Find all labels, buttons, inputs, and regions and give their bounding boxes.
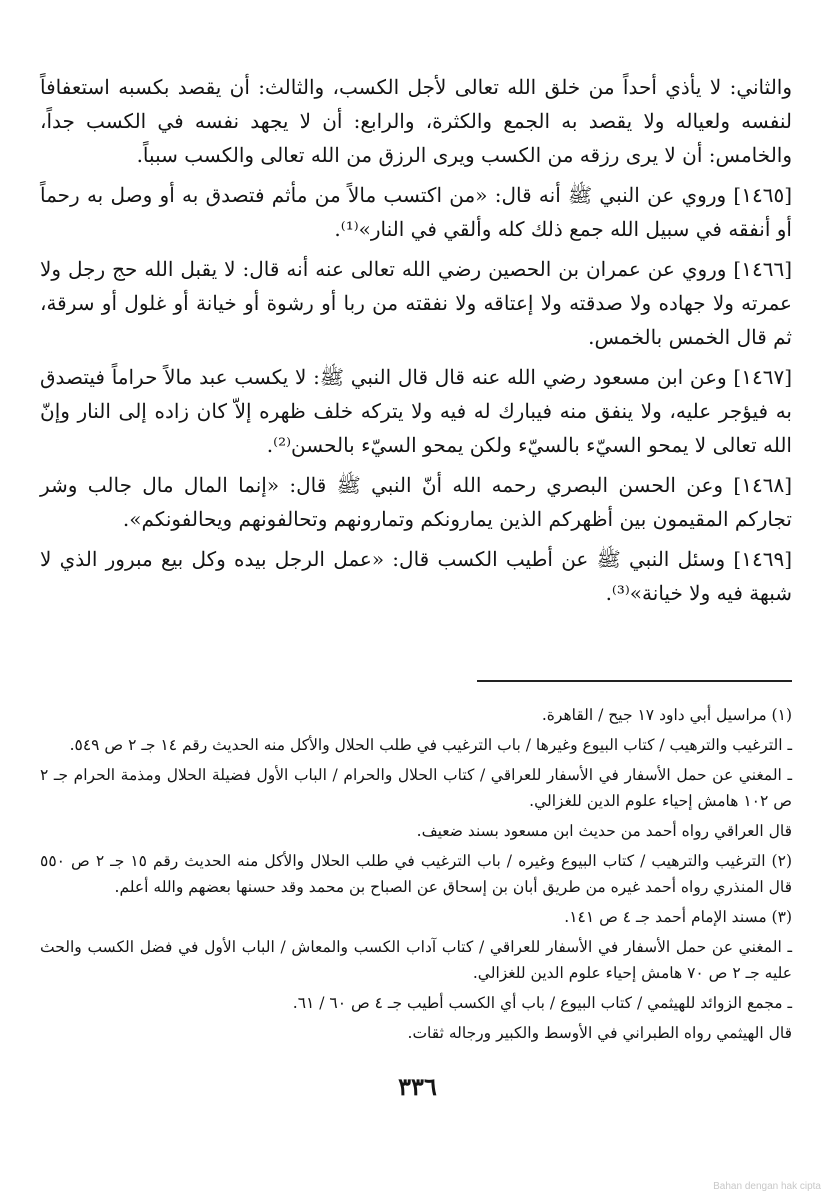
hadith-1467: [١٤٦٧] وعن ابن مسعود رضي الله عنه قال قال النبي ﷺ: لا يكسب عبد مالاً حراماً فيتصدق به فيؤجر عليه، ولا ينفق منه فيبارك له فيه ولا يتركه خلف ظهره إلاّ كان زاده إلى النار وإنّ الله تعالى لا يمحو السيّء بالسيّء ولكن يمحو السيّء بالحسن⁽²⁾. xyxy=(40,365,792,457)
footnote-1-ref-b: ـ المغني عن حمل الأسفار في الأسفار للعراقي / كتاب الحلال والحرام / الباب الأول فضيلة الحلال ومذمة الحرام جـ ٢ ص ١٠٢ هامش إحياء علوم الدين للغزالي. xyxy=(40,766,792,810)
footnote-divider xyxy=(477,680,792,682)
footnote-1-ref-a: ـ الترغيب والترهيب / كتاب البيوع وغيرها / باب الترغيب في طلب الحلال والأكل منه الحديث رقم ١٤ جـ ٢ ص ٥٤٩. xyxy=(69,736,792,754)
copyright-watermark: Bahan dengan hak cipta xyxy=(713,1181,821,1192)
footnote-3-ref-b: ـ مجمع الزوائد للهيثمي / كتاب البيوع / باب أي الكسب أطيب جـ ٤ ص ٦٠ / ٦١. xyxy=(292,994,792,1012)
hadith-1469: [١٤٦٩] وسئل النبي ﷺ عن أطيب الكسب قال: «عمل الرجل بيده وكل بيع مبرور الذي لا شبهة فيه ولا خيانة»⁽³⁾. xyxy=(40,547,792,605)
footnote-3-note: قال الهيثمي رواه الطبراني في الأوسط والكبير ورجاله ثقات. xyxy=(407,1024,792,1042)
paragraph-intro: والثاني: لا يأذي أحداً من خلق الله تعالى لأجل الكسب، والثالث: أن يقصد بكسبه استعفافاً لنفسه ولعياله ولا يقصد به الجمع والكثرة، والرابع: أن لا يجهد نفسه في الكسب جداً، والخامس: أن لا يرى رزقه من الكسب ويرى الرزق من الله تعالى والكسب سبباً. xyxy=(40,75,792,167)
footnote-2: (٢) الترغيب والترهيب / كتاب البيوع وغيره / باب الترغيب في طلب الحلال والأكل منه الحديث رقم ١٥ جـ ٢ ص ٥٥٠ قال المنذري رواه أحمد غيره من طريق أبان بن إسحاق عن الصباح بن محمد وقد حسنها بعضهم والله أعلم. xyxy=(40,852,792,896)
footnote-1: (١) مراسيل أبي داود ١٧ جيح / القاهرة. xyxy=(541,706,792,724)
page-number: ٣٣٦ xyxy=(398,1072,437,1101)
hadith-1466: [١٤٦٦] وروي عن عمران بن الحصين رضي الله تعالى عنه أنه قال: لا يقبل الله حج رجل ولا عمرته ولا جهاده ولا صدقته ولا إعتاقه ولا نفقته من ربا أو رشوة أو خيانة أو غلول أو سرقة، ثم قال الخمس بالخمس. xyxy=(40,257,792,349)
main-text xyxy=(40,70,792,610)
hadith-1468: [١٤٦٨] وعن الحسن البصري رحمه الله أنّ النبي ﷺ قال: «إنما المال مال جالب وشر تجاركم المقيمون بين أظهركم الذين يمارونكم وتمارونهم وتحالفونهم ويحالفونكم». xyxy=(40,473,792,531)
footnote-3-ref-a: ـ المغني عن حمل الأسفار في الأسفار للعراقي / كتاب آداب الكسب والمعاش / الباب الأول في فضل الكسب والحث عليه جـ ٢ ص ٧٠ هامش إحياء علوم الدين للغزالي. xyxy=(40,938,792,982)
footnote-3: (٣) مسند الإمام أحمد جـ ٤ ص ١٤١. xyxy=(564,908,792,926)
footnotes xyxy=(40,702,792,1050)
hadith-1465: [١٤٦٥] وروي عن النبي ﷺ أنه قال: «من اكتسب مالاً من مأثم فتصدق به أو وصل به رحماً أو أنفقه في سبيل الله جمع ذلك كله وألقي في النار»⁽¹⁾. xyxy=(40,183,792,241)
footnote-1-note: قال العراقي رواه أحمد من حديث ابن مسعود بسند ضعيف. xyxy=(416,822,792,840)
book-page xyxy=(40,70,792,1130)
